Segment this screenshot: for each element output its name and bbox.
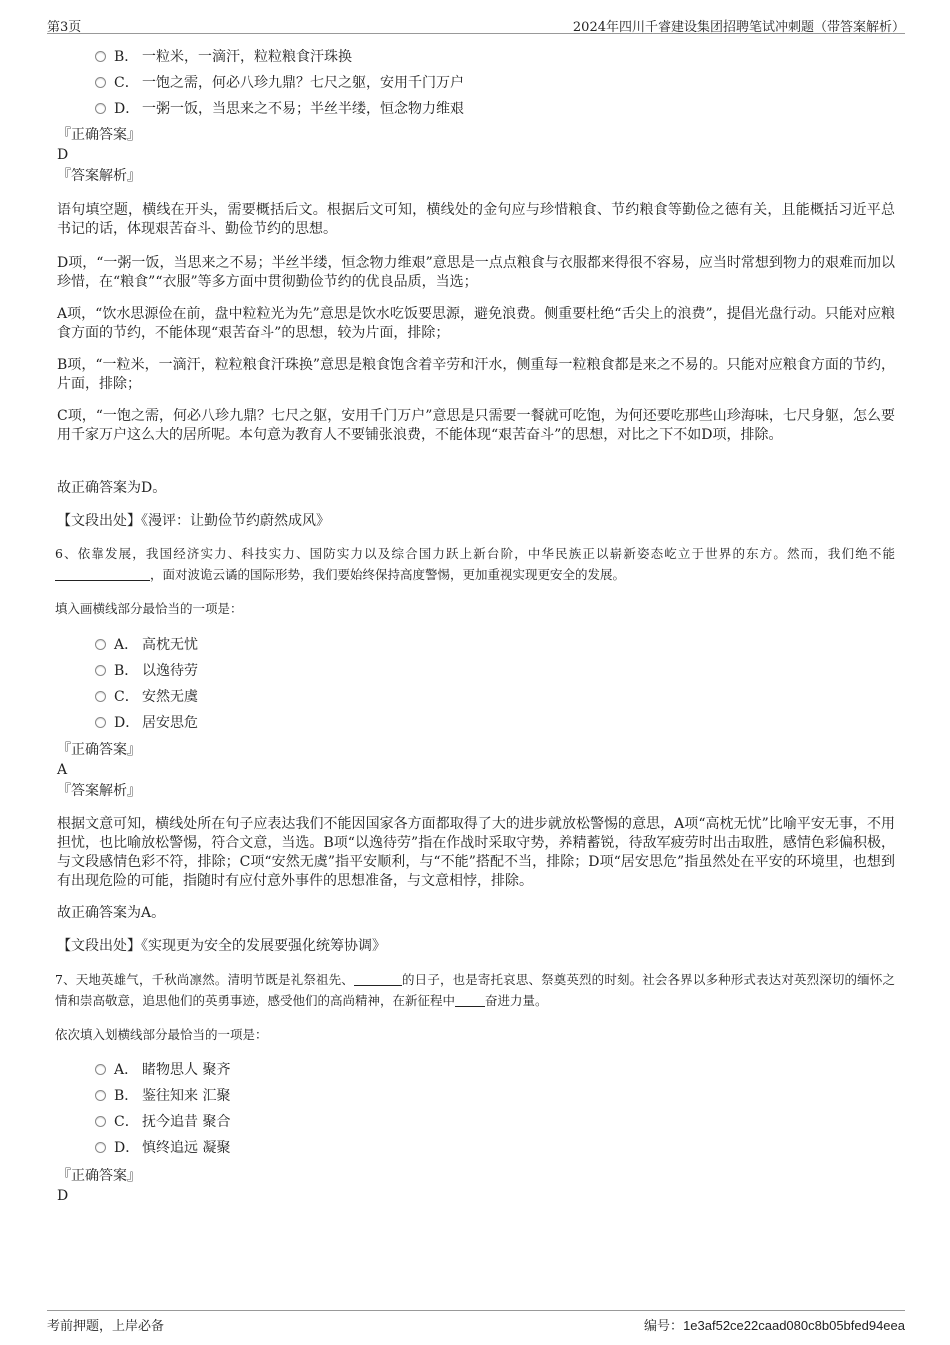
- radio-icon[interactable]: [95, 1116, 106, 1127]
- q5-conclusion: 故正确答案为D。: [57, 480, 167, 496]
- q6-option-a[interactable]: A． 高枕无忧: [95, 635, 198, 655]
- q5-analysis-para: C项，“一饱之需，何必八珍九鼎？七尺之躯，安用千门万户”意思是只需要一餐就可吃饱，为何还要吃那些山珍海味，七尺身躯，怎么要用千家万户这么大的居所呢。本句意为教育人不要铺张浪费，不能体现“艰苦奋斗”的思想，对比之下不如D项，排除。: [57, 408, 895, 443]
- q5-answer: D: [57, 147, 69, 163]
- q7-option-c[interactable]: C． 抚今追昔 聚合: [95, 1112, 230, 1132]
- radio-icon[interactable]: [95, 1090, 106, 1101]
- q5-option-c[interactable]: C． 一饱之需，何必八珍九鼎？七尺之躯，安用千门万户: [95, 73, 464, 93]
- q6-answer: A: [57, 762, 68, 778]
- q5-option-b[interactable]: B． 一粒米，一滴汗，粒粒粮食汗珠换: [95, 47, 352, 67]
- q7-option-b[interactable]: B． 鉴往知来 汇聚: [95, 1086, 230, 1106]
- page-footer: [47, 1310, 905, 1332]
- fill-blank: [455, 993, 485, 1007]
- page-number: 第3页: [47, 20, 82, 35]
- q5-analysis-para: D项，“一粥一饭，当思来之不易；半丝半缕，恒念物力维艰”意思是一点点粮食与衣服都来得很不容易，应当时常想到物力的艰难而加以珍惜，在“粮食”“衣服”等多方面中贯彻勤俭节约的优良品质，当选；: [57, 255, 895, 290]
- radio-icon[interactable]: [95, 77, 106, 88]
- radio-icon[interactable]: [95, 1064, 106, 1075]
- q7-option-a[interactable]: A． 睹物思人 聚齐: [95, 1060, 230, 1080]
- fill-blank: [354, 972, 402, 986]
- q6-answer-label: 『正确答案』: [57, 742, 141, 758]
- q5-answer-label: 『正确答案』: [57, 127, 141, 143]
- q5-analysis-para: 语句填空题，横线在开头，需要概括后文。根据后文可知，横线处的金句应与珍惜粮食、节约粮食等勤俭之德有关，且能概括习近平总书记的话，体现艰苦奋斗、勤俭节约的思想。: [57, 202, 895, 237]
- q6-option-b[interactable]: B． 以逸待劳: [95, 661, 198, 681]
- q6-analysis-para: 根据文意可知，横线处所在句子应表达我们不能因国家各方面都取得了大的进步就放松警惕的意思，A项“高枕无忧”比喻平安无事，不用担忧，也比喻放松警惕，符合文意，当选。B项“以逸待劳”指在作战时采取守势，养精蓄锐，待敌军疲劳时出击取胜，感情色彩偏积极，与文段感情色彩不符，排除；C项“安然无虞”指平安顺利，与“不能”搭配不当，排除；D项“居安思危”指虽然处在平安的环境里，也想到有出现危险的可能，指随时有应付意外事件的思想准备，与文意相悖，排除。: [57, 816, 895, 889]
- radio-icon[interactable]: [95, 639, 106, 650]
- q7-answer: D: [57, 1188, 69, 1204]
- q6-source: 【文段出处】《实现更为安全的发展要强化统筹协调》: [57, 938, 386, 954]
- radio-icon[interactable]: [95, 103, 106, 114]
- q6-option-d[interactable]: D． 居安思危: [95, 713, 198, 733]
- q5-source: 【文段出处】《漫评：让勤俭节约蔚然成风》: [57, 513, 330, 529]
- q6-conclusion: 故正确答案为A。: [57, 905, 166, 921]
- q6-stem: 6、依靠发展，我国经济实力、科技实力、国防实力以及综合国力跃上新台阶，中华民族正以崭新姿态屹立于世界的东方。然而，我们绝不能，面对波诡云谲的国际形势，我们要始终保持高度警惕，更加重视实现更安全的发展。: [55, 546, 895, 582]
- radio-icon[interactable]: [95, 1142, 106, 1153]
- radio-icon[interactable]: [95, 717, 106, 728]
- radio-icon[interactable]: [95, 51, 106, 62]
- q5-analysis-para: A项，“饮水思源俭在前，盘中粒粒光为先”意思是饮水吃饭要思源，避免浪费。侧重要杜绝“舌尖上的浪费”，提倡光盘行动。只能对应粮食方面的节约，不能体现“艰苦奋斗”的思想，较为片面，排除；: [57, 306, 895, 341]
- q7-answer-label: 『正确答案』: [57, 1168, 141, 1184]
- fill-blank: [55, 567, 150, 581]
- document-title: 2024年四川千睿建设集团招聘笔试冲刺题（带答案解析）: [572, 20, 905, 35]
- q7-prompt: 依次填入划横线部分最恰当的一项是：: [55, 1027, 268, 1042]
- footer-slogan: 考前押题，上岸必备: [47, 1319, 165, 1334]
- q5-analysis-para: B项，“一粒米，一滴汗，粒粒粮食汗珠换”意思是粮食饱含着辛劳和汗水，侧重每一粒粮食都是来之不易的。只能对应粮食方面的节约，片面，排除；: [57, 357, 895, 392]
- q5-option-d[interactable]: D． 一粥一饭，当思来之不易；半丝半缕，恒念物力维艰: [95, 99, 464, 119]
- q6-prompt: 填入画横线部分最恰当的一项是：: [55, 601, 243, 616]
- q5-analysis-label: 『答案解析』: [57, 168, 141, 184]
- radio-icon[interactable]: [95, 691, 106, 702]
- q6-option-c[interactable]: C． 安然无虞: [95, 687, 198, 707]
- q6-analysis-label: 『答案解析』: [57, 783, 141, 799]
- page-header: [47, 14, 905, 34]
- document-code: 编号：1e3af52ce22caad080c8b05bfed94eea: [644, 1318, 905, 1334]
- radio-icon[interactable]: [95, 665, 106, 676]
- q7-option-d[interactable]: D． 慎终追远 凝聚: [95, 1138, 230, 1158]
- q7-stem: 7、天地英雄气，千秋尚凛然。清明节既是礼祭祖先、 的日子，也是寄托哀思、祭奠英烈的时刻。社会各界以多种形式表达对英烈深切的缅怀之情和崇高敬意，追思他们的英勇事迹，感受他们的高尚精神，在新征程中 奋进力量。: [55, 972, 895, 1008]
